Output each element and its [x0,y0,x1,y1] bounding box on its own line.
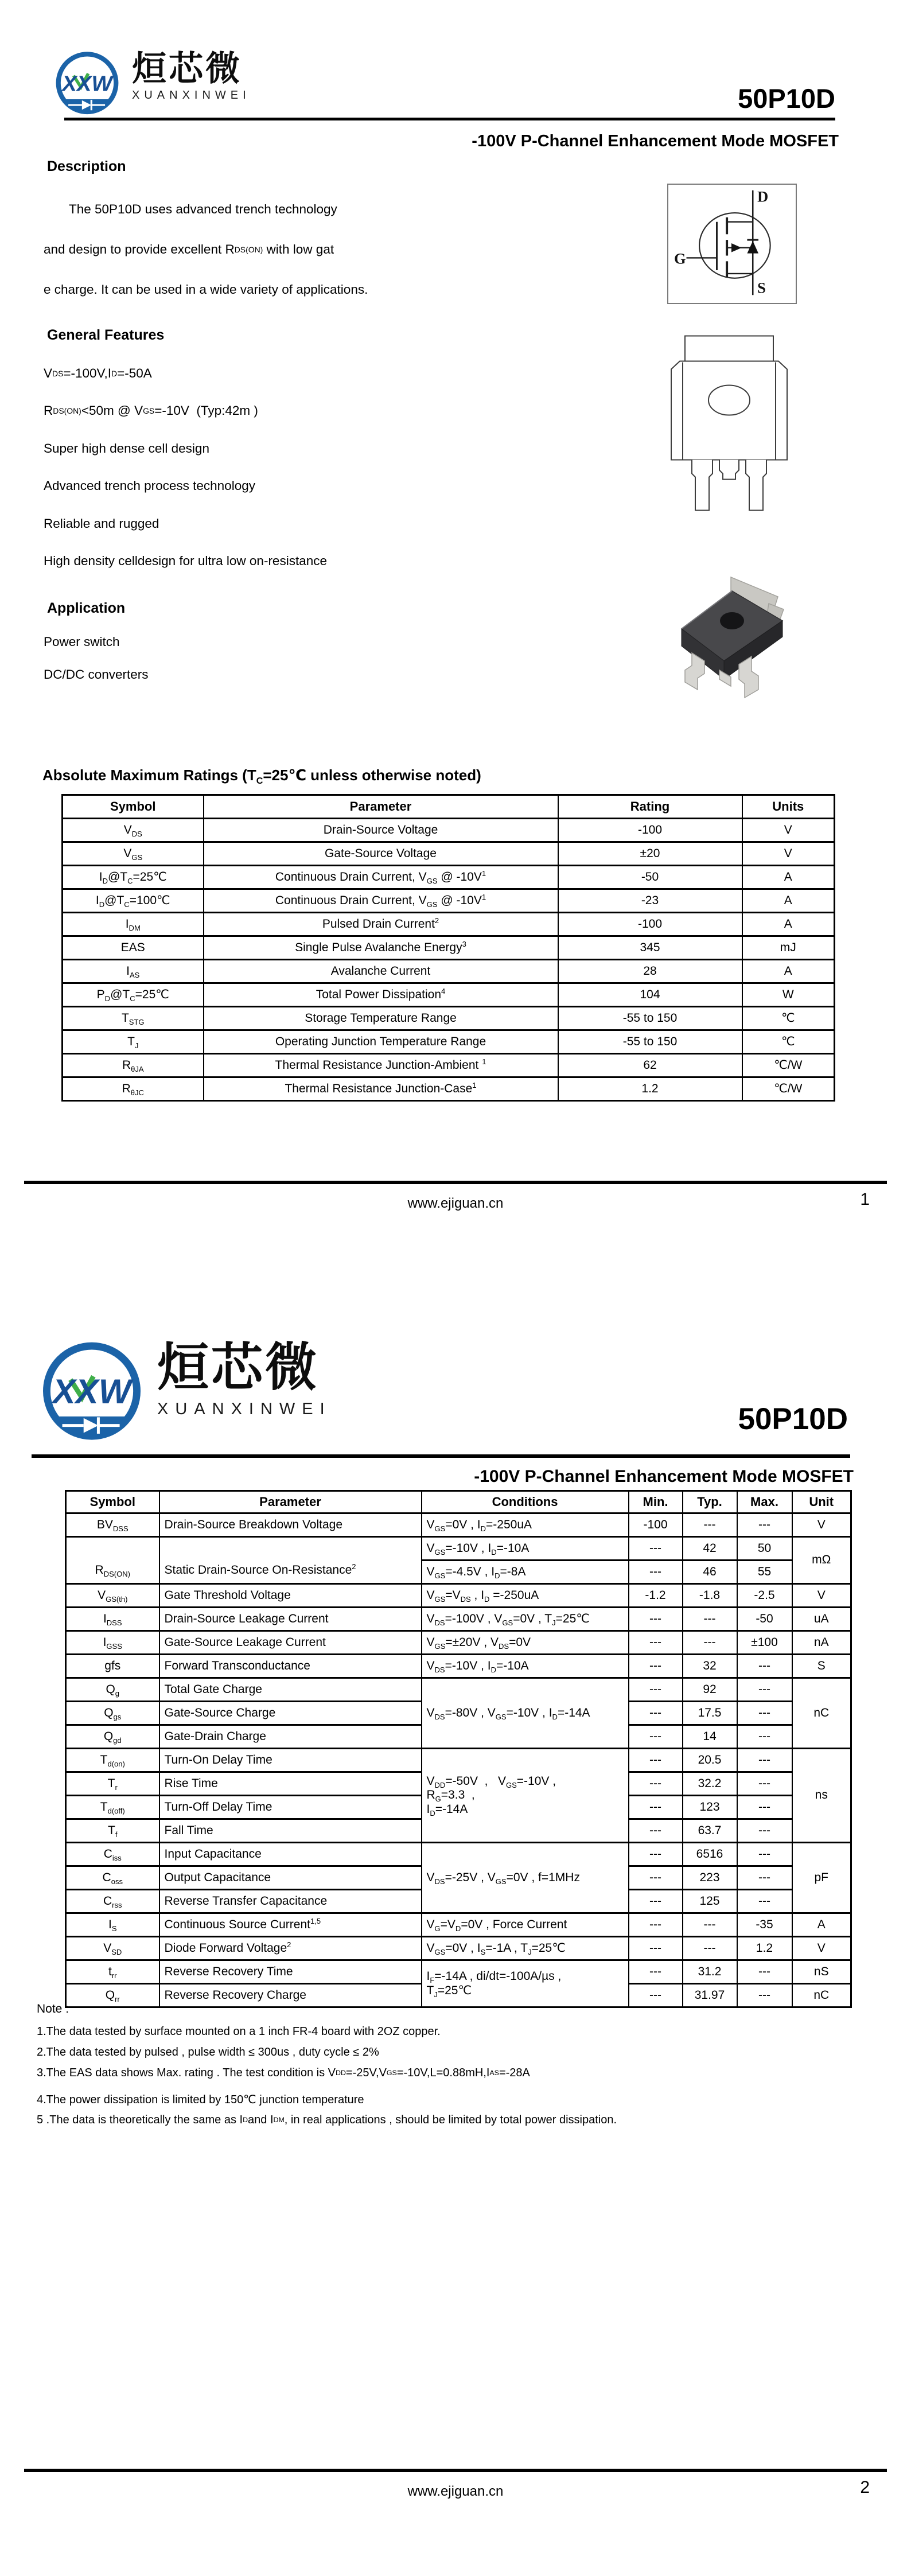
table-cell: Drain-Source Leakage Current [159,1608,422,1631]
table-row [66,1937,851,1960]
table-cell: Continuous Drain Current, $V_{GS}$ @ $-10V^1$ [204,866,558,889]
table-cell: $I_{DSS}$ [66,1608,159,1631]
table-cell: Drain-Source Voltage [204,819,558,842]
table-cell: $V_{SD}$ [66,1937,159,1960]
table-cell: $C_{rss}$ [66,1890,159,1913]
table-cell: $V_{DS}=-10V$ , $I_D=-10A$ [422,1655,629,1678]
table-row [66,1584,851,1608]
table-cell: Diode Forward Voltage$^2$ [159,1937,422,1960]
table-cell: --- [629,1890,683,1913]
table-cell: 50 [737,1537,792,1561]
package-photo-3d [676,574,788,718]
package-outline-drawing [670,332,788,514]
logo-icon [34,1338,149,1447]
table-row [63,1007,835,1030]
column-header: Units [742,795,835,819]
table-cell: 62 [558,1054,742,1077]
table-cell: -55 to 150 [558,1030,742,1054]
table-cell: $T_{d(off)}$ [66,1796,159,1819]
table-cell: $V_{GS}=0V$ , $I_D=-250uA$ [422,1513,629,1537]
table-cell: --- [737,1772,792,1796]
table-cell: Continuous Source Current$^{1,5}$ [159,1913,422,1937]
table-cell: $I_{AS}$ [63,960,204,983]
table-cell: -23 [558,889,742,913]
table-cell: 92 [683,1678,737,1702]
table-cell: EAS [63,936,204,960]
table-cell: $T_{STG}$ [63,1007,204,1030]
page-number: 2 [860,2478,870,2497]
table-cell: A [792,1913,851,1937]
header-rule [64,118,835,120]
table-body [66,1513,851,2007]
feature-item: High density celldesign for ultra low on-resistance [44,554,327,569]
table-cell: $V_{GS}=V_{DS}$ , $I_D =-250uA$ [422,1584,629,1608]
absolute-maximum-ratings-table [61,794,835,1102]
abs-max-title: Absolute Maximum Ratings ($T_C=25℃$ unless otherwise noted) [42,766,481,787]
table-cell: A [742,960,835,983]
table-cell: uA [792,1608,851,1631]
table-cell: --- [737,1819,792,1843]
table-cell: $I_{DM}$ [63,913,204,936]
table-cell: -50 [737,1608,792,1631]
table-cell: 125 [683,1890,737,1913]
table-cell: Thermal Resistance Junction-Case$^1$ [204,1077,558,1101]
column-header: Rating [558,795,742,819]
logo-english-name: XUANXINWEI [132,89,251,102]
table-cell: --- [629,1749,683,1772]
table-head [63,795,835,819]
table-cell: Fall Time [159,1819,422,1843]
table-cell: 28 [558,960,742,983]
table-cell: V [792,1584,851,1608]
table-row [63,960,835,983]
table-cell: Pulsed Drain Current$^2$ [204,913,558,936]
table-cell: $V_{GS}=-10V$ , $I_D=-10A$ [422,1537,629,1561]
table-row [66,1608,851,1631]
table-cell: $C_{oss}$ [66,1866,159,1890]
table-cell: $I_{GSS}$ [66,1631,159,1655]
table-cell: Drain-Source Breakdown Voltage [159,1513,422,1537]
page-number: 1 [860,1190,870,1209]
document-subtitle: -100V P-Channel Enhancement Mode MOSFET [472,132,839,150]
table-cell: --- [629,1960,683,1984]
table-cell: $V_{GS}=0V$ , $I_S=-1A$ , $T_J=25℃$ [422,1937,629,1960]
table-cell: --- [629,1772,683,1796]
mosfet-symbol-icon [668,185,793,301]
table-cell: ℃/W [742,1077,835,1101]
table-row [63,842,835,866]
table-row [63,1030,835,1054]
table-cell: Gate-Source Leakage Current [159,1631,422,1655]
table-cell: $T_{d(on)}$ [66,1749,159,1772]
table-cell: Reverse Recovery Charge [159,1984,422,2007]
application-list [44,625,503,691]
electrical-characteristics-table [65,1490,852,2008]
column-header: Unit [792,1491,851,1513]
table-cell: --- [737,1655,792,1678]
table-cell: Total Power Dissipation$^4$ [204,983,558,1007]
feature-item: Reliable and rugged [44,516,159,531]
table-cell: ℃/W [742,1054,835,1077]
application-item: DC/DC converters [44,667,149,682]
notes-list [37,2021,840,2130]
application-heading: Application [47,600,126,616]
description-text [44,189,606,310]
table-cell: --- [737,1702,792,1725]
table-cell: V [792,1513,851,1537]
table-cell: Continuous Drain Current, $V_{GS}$ @ $-10V^1$ [204,889,558,913]
table-cell: --- [629,1702,683,1725]
note-item: 3.The EAS data shows Max. rating . The test condition is V DD =-25V,V GS =-10V,L=0.88mH,I AS =-28A [37,2066,530,2079]
note-item: 5 .The data is theoretically the same as I D and I DM , in real applications , should be limited by total power dissipation. [37,2113,617,2126]
table-cell: ns [792,1749,851,1843]
logo-icon [50,49,124,119]
description-heading: Description [47,158,126,174]
table-cell: 20.5 [683,1749,737,1772]
table-cell: $V_{DS}=-25V$ , $V_{GS}=0V$ , f=1MHz [422,1843,629,1913]
table-row [66,1537,851,1561]
table-row [63,889,835,913]
table-cell: Gate Threshold Voltage [159,1584,422,1608]
table-cell: --- [737,1866,792,1890]
table-cell: --- [683,1608,737,1631]
table-cell: Storage Temperature Range [204,1007,558,1030]
column-header: Typ. [683,1491,737,1513]
table-cell: -35 [737,1913,792,1937]
table-cell: Output Capacitance [159,1866,422,1890]
table-cell: 6516 [683,1843,737,1866]
table-cell: Rise Time [159,1772,422,1796]
table-cell: --- [629,1725,683,1749]
table-cell: $R_{\theta JA}$ [63,1054,204,1077]
table-cell: -100 [558,913,742,936]
company-logo [50,49,251,119]
table-row [66,1749,851,1772]
logo-monogram: XXW [62,71,112,96]
table-cell: $I_F=-14A$ , di/dt=-100A/µs , $T_J=25℃$ [422,1960,629,2007]
table-body [63,819,835,1101]
table-cell: --- [737,1749,792,1772]
table-row [66,1960,851,1984]
table-row [63,1054,835,1077]
table-cell: Reverse Recovery Time [159,1960,422,1984]
table-cell: -1.8 [683,1584,737,1608]
table-cell: --- [683,1513,737,1537]
table-header-row [66,1491,851,1513]
footer-website: www.ejiguan.cn [407,2484,504,2499]
table-cell: --- [737,1796,792,1819]
table-cell: -50 [558,866,742,889]
table-cell: -100 [629,1513,683,1537]
table-cell: --- [737,1678,792,1702]
table-cell: -55 to 150 [558,1007,742,1030]
table-cell: Input Capacitance [159,1843,422,1866]
table-cell: Gate-Drain Charge [159,1725,422,1749]
column-header: Symbol [63,795,204,819]
table-cell: --- [737,1984,792,2007]
table-cell: Turn-On Delay Time [159,1749,422,1772]
table-cell: $V_{DS}$ [63,819,204,842]
column-header: Min. [629,1491,683,1513]
table-cell: ℃ [742,1030,835,1054]
table-cell: $T_r$ [66,1772,159,1796]
table-cell: Static Drain-Source On-Resistance$^2$ [159,1537,422,1584]
table-cell: A [742,913,835,936]
table-cell: --- [683,1631,737,1655]
general-features-heading: General Features [47,327,165,343]
table-cell: Reverse Transfer Capacitance [159,1890,422,1913]
feature-item: V DS =-100V,I D =-50A [44,365,152,380]
table-header-row [63,795,835,819]
table-row [66,1513,851,1537]
note-item: 4.The power dissipation is limited by 150℃ junction temperature [37,2093,364,2106]
table-cell: --- [737,1960,792,1984]
table-cell: 32.2 [683,1772,737,1796]
document-subtitle: -100V P-Channel Enhancement Mode MOSFET [474,1467,854,1486]
table-cell: $Q_g$ [66,1678,159,1702]
feature-item: R DS(ON) <50m @ V GS =-10V (Typ:42m ) [44,403,258,418]
table-cell: 46 [683,1561,737,1584]
table-cell: --- [629,1913,683,1937]
feature-item: Super high dense cell design [44,441,209,456]
table-cell: --- [629,1678,683,1702]
table-cell: S [792,1655,851,1678]
table-cell: --- [629,1819,683,1843]
table-cell: $V_{GS}$ [63,842,204,866]
table-cell: 123 [683,1796,737,1819]
table-cell: --- [737,1513,792,1537]
table-cell: --- [629,1608,683,1631]
table-cell: --- [629,1631,683,1655]
table-cell: 55 [737,1561,792,1584]
table-cell: $I_D@T_C=100℃$ [63,889,204,913]
table-cell: $I_S$ [66,1913,159,1937]
table-cell: --- [629,1984,683,2007]
table-cell: A [742,889,835,913]
table-cell: --- [737,1843,792,1866]
table-cell: $V_{DD}=-50V$ , $V_{GS}=-10V$ , $R_G=3.3$ , $I_D=-14A$ [422,1749,629,1843]
table-cell: $R_{\theta JC}$ [63,1077,204,1101]
table-cell: V [742,842,835,866]
note-item: 2.The data tested by pulsed , pulse width ≤ 300us , duty cycle ≤ 2% [37,2045,379,2059]
table-cell: --- [629,1937,683,1960]
description-line: and design to provide excellent R DS(ON) with low gat [44,242,334,256]
application-item: Power switch [44,634,120,649]
table-cell: Thermal Resistance Junction-Ambient $^1$ [204,1054,558,1077]
table-cell: ±20 [558,842,742,866]
table-row [66,1655,851,1678]
table-cell: Operating Junction Temperature Range [204,1030,558,1054]
table-head [66,1491,851,1513]
table-cell: mΩ [792,1537,851,1584]
column-header: Parameter [204,795,558,819]
table-cell: ±100 [737,1631,792,1655]
table-cell: Gate-Source Charge [159,1702,422,1725]
mosfet-symbol-diagram [667,184,797,304]
table-cell: -1.2 [629,1584,683,1608]
table-cell: Forward Transconductance [159,1655,422,1678]
table-cell: $V_G=V_D=0V$ , Force Current [422,1913,629,1937]
table-row [63,866,835,889]
part-number: 50P10D [738,1402,848,1436]
table-cell: Turn-Off Delay Time [159,1796,422,1819]
table-cell: nC [792,1678,851,1749]
table-row [66,1913,851,1937]
table-cell: 31.97 [683,1984,737,2007]
datasheet-page-2 [0,1288,911,2576]
table-cell: --- [629,1843,683,1866]
table-row [63,913,835,936]
table-cell: $Q_{gs}$ [66,1702,159,1725]
logo-english-name: XUANXINWEI [157,1399,332,1418]
table-cell: $T_J$ [63,1030,204,1054]
column-header: Conditions [422,1491,629,1513]
table-cell: Gate-Source Voltage [204,842,558,866]
table-cell: Avalanche Current [204,960,558,983]
table-cell: A [742,866,835,889]
logo-text [157,1338,332,1419]
footer-website: www.ejiguan.cn [407,1196,504,1211]
table-row [66,1631,851,1655]
logo-monogram: XXW [52,1372,131,1411]
table-cell: $P_D@T_C=25℃$ [63,983,204,1007]
table-cell: $C_{iss}$ [66,1843,159,1866]
table-cell: 32 [683,1655,737,1678]
table-cell: --- [629,1866,683,1890]
description-line: The 50P10D uses advanced trench technology [69,202,337,216]
table-cell: $T_f$ [66,1819,159,1843]
table-cell: --- [737,1725,792,1749]
table-cell: $Q_{gd}$ [66,1725,159,1749]
table-cell: 42 [683,1537,737,1561]
company-logo [34,1338,332,1447]
feature-item: Advanced trench process technology [44,478,255,493]
table-cell: 223 [683,1866,737,1890]
table-row [63,983,835,1007]
table-cell: 345 [558,936,742,960]
table-cell: $V_{GS}=\pm 20V$ , $V_{DS}=0V$ [422,1631,629,1655]
table-cell: 17.5 [683,1702,737,1725]
table-cell: 31.2 [683,1960,737,1984]
table-cell: -2.5 [737,1584,792,1608]
logo-chinese-name: 烜芯微 [157,1339,319,1396]
drain-label: D [757,188,769,205]
table-cell: $V_{GS}=-4.5V$ , $I_D=-8A$ [422,1561,629,1584]
table-cell: 14 [683,1725,737,1749]
column-header: Max. [737,1491,792,1513]
table-cell: V [792,1937,851,1960]
table-cell: $Q_{rr}$ [66,1984,159,2007]
logo-text [132,49,251,102]
column-header: Symbol [66,1491,159,1513]
description-line: e charge. It can be used in a wide variety of applications. [44,282,368,297]
table-cell: Single Pulse Avalanche Energy$^3$ [204,936,558,960]
table-cell: 1.2 [558,1077,742,1101]
table-row [63,819,835,842]
table-cell: --- [629,1796,683,1819]
table-cell: 104 [558,983,742,1007]
table-cell: W [742,983,835,1007]
table-cell: $V_{DS}=-80V$ , $V_{GS}=-10V$ , $I_D=-14A$ [422,1678,629,1749]
table-cell: nS [792,1960,851,1984]
table-cell: 1.2 [737,1937,792,1960]
table-cell: $t_{rr}$ [66,1960,159,1984]
header-rule [32,1454,850,1458]
table-row [63,1077,835,1101]
table-cell: --- [683,1937,737,1960]
gate-label: G [673,250,686,267]
table-cell: 63.7 [683,1819,737,1843]
table-cell: -100 [558,819,742,842]
table-cell: --- [737,1890,792,1913]
column-header: Parameter [159,1491,422,1513]
notes-heading: Note : [37,2002,69,2015]
table-row [63,936,835,960]
footer-rule [24,1181,887,1184]
table-cell: nA [792,1631,851,1655]
table-cell: $I_D@T_C=25℃$ [63,866,204,889]
general-features-list [44,355,606,580]
table-cell: $BV_{DSS}$ [66,1513,159,1537]
note-item: 1.The data tested by surface mounted on a 1 inch FR-4 board with 2OZ copper. [37,2025,441,2038]
table-cell: Total Gate Charge [159,1678,422,1702]
table-cell: ℃ [742,1007,835,1030]
table-cell: --- [629,1655,683,1678]
table-cell: mJ [742,936,835,960]
source-label: S [757,279,766,297]
table-cell: pF [792,1843,851,1913]
table-cell: $V_{DS}=-100V$ , $V_{GS}=0V$ , $T_J=25℃$ [422,1608,629,1631]
table-cell: V [742,819,835,842]
footer-rule [24,2469,887,2472]
table-cell: $V_{GS(th)}$ [66,1584,159,1608]
table-row [66,1843,851,1866]
table-cell: nC [792,1984,851,2007]
part-number: 50P10D [738,83,835,114]
table-cell: --- [683,1913,737,1937]
logo-chinese-name: 烜芯微 [132,49,242,88]
table-cell: $R_{DS(ON)}$ [66,1537,159,1584]
table-cell: --- [629,1537,683,1561]
table-cell: gfs [66,1655,159,1678]
table-row [66,1678,851,1702]
table-cell: --- [629,1561,683,1584]
